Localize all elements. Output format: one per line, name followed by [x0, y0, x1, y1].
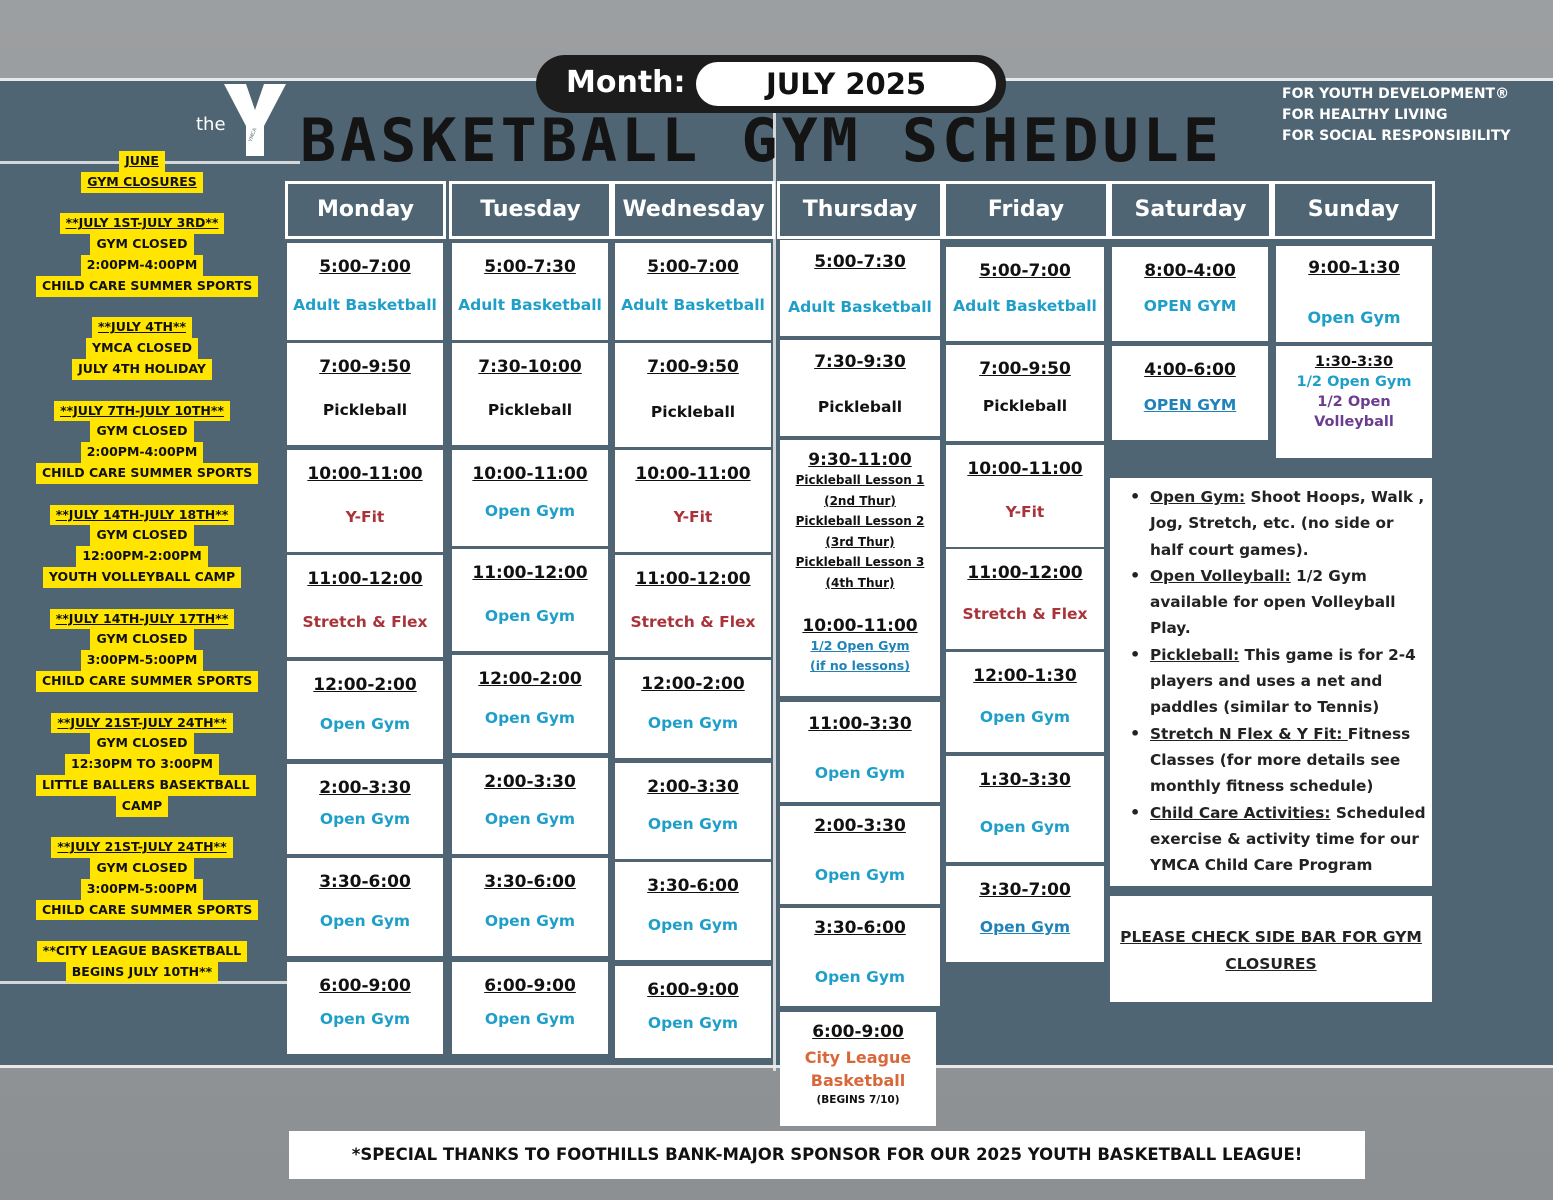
schedule-cell-wednesday [615, 343, 771, 447]
info-item-child-care: • Child Care Activities: Scheduled exercise & activity time for our YMCA Child Care Program [1128, 800, 1426, 879]
cell-time: 2:00-3:30 [319, 778, 411, 798]
half-open-gym-note: 1/2 Open Gym [810, 637, 910, 653]
schedule-cell-friday [946, 345, 1104, 441]
cell-activity: Y-Fit [673, 508, 713, 526]
schedule-cell-friday [946, 445, 1104, 547]
schedule-cell-monday [287, 962, 443, 1054]
cell-activity: Open Gym [647, 815, 739, 833]
sidebar-row [36, 878, 248, 899]
schedule-cell-wednesday [615, 966, 771, 1058]
cell-time: 7:00-9:50 [979, 359, 1071, 379]
cell-activity: Stretch & Flex [630, 613, 756, 631]
cell-time: 4:00-6:00 [1144, 360, 1236, 380]
schedule-cell-wednesday [615, 763, 771, 859]
cell-time: 11:00-12:00 [472, 563, 588, 583]
cell-activity: Pickleball [322, 401, 408, 419]
info-item-stretch-yfit: • Stretch N Flex & Y Fit: Fitness Classes (for more details see monthly fitness schedule) [1128, 721, 1426, 800]
schedule-cell-tuesday [452, 243, 608, 340]
cell-time: 12:00-2:00 [313, 675, 417, 695]
schedule-cell-sunday [1276, 346, 1432, 458]
cell-activity: Adult Basketball [788, 298, 932, 316]
sidebar-row [36, 441, 248, 462]
sidebar-row [36, 712, 248, 733]
sidebar-line: CHILD CARE SUMMER SPORTS [36, 276, 258, 297]
cell-time: 8:00-4:00 [1144, 261, 1236, 281]
cell-time: 12:00-1:30 [973, 666, 1077, 686]
sidebar-row [36, 379, 248, 400]
begins-note: (BEGINS 7/10) [816, 1094, 900, 1106]
cell-time: 7:30-10:00 [478, 357, 582, 377]
cell-time: 3:30-6:00 [647, 876, 739, 896]
schedule-cell-saturday [1112, 247, 1268, 341]
cell-activity: Adult Basketball [621, 296, 765, 314]
sidebar-line: CHILD CARE SUMMER SPORTS [36, 463, 258, 484]
cell-time: 5:00-7:00 [979, 261, 1071, 281]
cell-activity: OPEN GYM [1143, 396, 1237, 414]
lesson-line: Pickleball Lesson 1 [795, 473, 925, 487]
cell-time: 11:00-12:00 [307, 569, 423, 589]
cell-time: 6:00-9:00 [484, 976, 576, 996]
sidebar-row [36, 192, 248, 213]
sidebar-row [36, 462, 253, 483]
cell-time: 1:30-3:30 [1314, 354, 1394, 370]
month-pill [536, 55, 1006, 113]
sidebar-row [36, 795, 248, 816]
cell-time: 5:00-7:00 [647, 257, 739, 277]
day-header-thursday: Thursday [777, 181, 943, 239]
schedule-cell-thursday [780, 908, 940, 1006]
cell-activity: Adult Basketball [953, 297, 1097, 315]
gym-closures-sidebar [36, 150, 253, 982]
cell-activity: Pickleball [650, 403, 736, 421]
schedule-cell-tuesday [452, 962, 608, 1054]
sidebar-line: 12:00PM-2:00PM [76, 546, 207, 567]
schedule-cell-sunday [1276, 246, 1432, 342]
cell-activity: Pickleball [817, 398, 903, 416]
sidebar-row [36, 628, 248, 649]
sidebar-line: **JULY 14TH-JULY 18TH** [50, 505, 235, 526]
schedule-cell-friday [946, 756, 1104, 862]
cell-time: 3:30-6:00 [319, 872, 411, 892]
cell-activity: Open Gym [484, 810, 576, 828]
tagline-line: FOR HEALTHY LIVING [1282, 107, 1448, 123]
tagline-line: FOR SOCIAL RESPONSIBILITY [1282, 128, 1511, 144]
sidebar-line: GYM CLOSURES [81, 172, 202, 193]
volleyball-line: Volleyball [1314, 414, 1394, 430]
sidebar-row [36, 816, 248, 837]
sidebar-line: GYM CLOSED [90, 629, 193, 650]
cell-time: 5:00-7:30 [814, 252, 906, 272]
schedule-cell-tuesday [452, 549, 608, 651]
cell-activity: Open Gym [979, 708, 1071, 726]
tagline [1282, 84, 1522, 147]
sidebar-row [36, 254, 248, 275]
cell-time: 6:00-9:00 [812, 1022, 904, 1042]
cell-activity: Stretch & Flex [302, 613, 428, 631]
cell-activity: Adult Basketball [458, 296, 602, 314]
sidebar-row [36, 275, 253, 296]
ymca-logo-the: the [196, 114, 226, 135]
cell-time: 11:00-12:00 [635, 569, 751, 589]
sidebar-row [36, 836, 248, 857]
schedule-cell-thursday-lessons [780, 440, 940, 696]
ymca-y-icon [222, 82, 288, 158]
sidebar-row [36, 483, 248, 504]
cell-time: 10:00-11:00 [967, 459, 1083, 479]
day-header-friday: Friday [943, 181, 1109, 239]
sidebar-row [36, 150, 248, 171]
day-header-tuesday: Tuesday [449, 181, 612, 239]
sidebar-row [36, 608, 248, 629]
schedule-cell-tuesday [452, 758, 608, 854]
day-header-sunday: Sunday [1272, 181, 1435, 239]
cell-activity: Open Gym [484, 1010, 576, 1028]
schedule-cell-monday [287, 858, 443, 956]
cell-time: 3:30-7:00 [979, 880, 1071, 900]
sidebar-row [36, 504, 248, 525]
cell-activity: Open Gym [1307, 308, 1401, 327]
info-item-pickleball: • Pickleball: This game is for 2-4 players and uses a net and paddles (similar to Tennis) [1128, 642, 1426, 721]
schedule-cell-friday [946, 652, 1104, 752]
sidebar-row [36, 649, 248, 670]
cell-time: 9:30-11:00 [808, 450, 912, 470]
schedule-cell-tuesday [452, 450, 608, 546]
sidebar-row [36, 545, 248, 566]
sidebar-line: CAMP [116, 796, 168, 817]
schedule-cell-thursday [780, 240, 940, 336]
cell-activity: Open Gym [319, 715, 411, 733]
schedule-cell-saturday [1112, 346, 1268, 440]
lesson-line: Pickleball Lesson 2 [795, 514, 925, 529]
schedule-cell-wednesday [615, 555, 771, 657]
cell-activity: Open Gym [647, 1014, 739, 1032]
schedule-cell-monday [287, 243, 443, 340]
cell-activity: Open Gym [484, 607, 576, 625]
cell-time: 2:00-3:30 [814, 816, 906, 836]
sidebar-line: **JULY 21ST-JULY 24TH** [51, 837, 232, 858]
cell-activity: Open Gym [484, 912, 576, 930]
schedule-cell-monday [287, 764, 443, 854]
day-header-wednesday: Wednesday [612, 181, 775, 239]
cell-activity: Open Gym [484, 709, 576, 727]
cell-activity: Open Gym [484, 502, 576, 520]
schedule-cell-monday [287, 661, 443, 759]
schedule-cell-tuesday [452, 858, 608, 956]
cell-time: 7:00-9:50 [319, 357, 411, 377]
basketball-line: Basketball [810, 1071, 906, 1090]
cell-time: 10:00-11:00 [307, 464, 423, 484]
sidebar-line: 2:00PM-4:00PM [81, 442, 204, 463]
day-header-saturday: Saturday [1109, 181, 1272, 239]
sidebar-row [36, 961, 248, 982]
sidebar-row [36, 316, 248, 337]
schedule-cell-thursday-league [780, 1012, 936, 1126]
cell-time: 3:30-6:00 [814, 918, 906, 938]
sidebar-line: YOUTH VOLLEYBALL CAMP [43, 567, 241, 588]
tagline-line: FOR YOUTH DEVELOPMENT® [1282, 86, 1510, 102]
lesson-line: Pickleball Lesson 3 [795, 555, 925, 570]
sidebar-line: GYM CLOSED [90, 234, 193, 255]
cell-time: 11:00-3:30 [808, 714, 912, 734]
sidebar-line: **CITY LEAGUE BASKETBALL [37, 941, 247, 962]
sidebar-line: BEGINS JULY 10TH** [66, 962, 218, 983]
sidebar-line: CHILD CARE SUMMER SPORTS [36, 671, 258, 692]
cell-time: 10:00-11:00 [802, 615, 918, 636]
sidebar-line: **JULY 1ST-JULY 3RD** [60, 213, 225, 234]
cell-time: 3:30-6:00 [484, 872, 576, 892]
schedule-cell-friday [946, 247, 1104, 341]
sidebar-row [36, 899, 253, 920]
sidebar-line: GYM CLOSED [90, 421, 193, 442]
sidebar-line: **JULY 21ST-JULY 24TH** [51, 713, 232, 734]
schedule-cell-wednesday [615, 243, 771, 340]
schedule-cell-wednesday [615, 862, 771, 960]
schedule-cell-monday [287, 555, 443, 657]
cell-activity: Stretch & Flex [962, 605, 1088, 623]
cell-time: 2:00-3:30 [484, 772, 576, 792]
month-label: Month: [566, 65, 686, 100]
cell-time: 9:00-1:30 [1308, 258, 1400, 278]
sidebar-line: JULY 4TH HOLIDAY [72, 359, 212, 380]
cell-activity: Open Gym [319, 810, 411, 828]
sidebar-row [36, 940, 248, 961]
month-value: JULY 2025 [696, 62, 996, 106]
info-item-open-volleyball: • Open Volleyball: 1/2 Gym available for open Volleyball Play. [1128, 563, 1426, 642]
schedule-cell-monday [287, 450, 443, 552]
half-open-gym: 1/2 Open Gym [1296, 374, 1412, 390]
schedule-cell-thursday [780, 340, 940, 436]
schedule-cell-thursday [780, 702, 940, 802]
city-league-line: City League [804, 1048, 912, 1067]
cell-activity: Pickleball [982, 397, 1068, 415]
sidebar-line: GYM CLOSED [90, 525, 193, 546]
cell-activity: Open Gym [814, 866, 906, 884]
half-open-volleyball: 1/2 Open [1317, 394, 1391, 410]
cell-time: 6:00-9:00 [647, 980, 739, 1000]
ymca-logo-small-text: YMCA [247, 127, 259, 143]
sidebar-line: GYM CLOSED [90, 733, 193, 754]
sidebar-row [36, 691, 248, 712]
cell-activity: OPEN GYM [1143, 297, 1237, 315]
cell-time: 7:30-9:30 [814, 352, 906, 372]
cell-time: 12:00-2:00 [641, 674, 745, 694]
sidebar-line: **JULY 7TH-JULY 10TH** [54, 401, 230, 422]
cell-time: 10:00-11:00 [635, 464, 751, 484]
cell-time: 7:00-9:50 [647, 357, 739, 377]
schedule-cell-wednesday [615, 450, 771, 552]
if-no-lessons-note: (if no lessons) [810, 658, 910, 674]
schedule-cell-thursday [780, 806, 940, 904]
sidebar-row [36, 587, 248, 608]
sidebar-row [36, 233, 248, 254]
sidebar-row [36, 337, 248, 358]
lesson-line: (2nd Thur) [824, 493, 896, 508]
sidebar-line: 12:30PM TO 3:00PM [65, 754, 219, 775]
sidebar-line: 3:00PM-5:00PM [81, 879, 204, 900]
schedule-cell-friday [946, 866, 1104, 962]
cell-activity: Open Gym [319, 912, 411, 930]
sidebar-row [36, 420, 248, 441]
cell-activity: Open Gym [979, 818, 1071, 836]
sidebar-line: 2:00PM-4:00PM [81, 255, 204, 276]
sidebar-row [36, 212, 248, 233]
info-item-open-gym: • Open Gym: Shoot Hoops, Walk , Jog, Stretch, etc. (no side or half court games). [1128, 484, 1426, 563]
schedule-cell-friday [946, 549, 1104, 649]
sidebar-row [36, 857, 248, 878]
sidebar-line: LITTLE BALLERS BASEKTBALL [36, 775, 256, 796]
sidebar-row [36, 670, 253, 691]
page-title: BASKETBALL GYM SCHEDULE [300, 106, 1223, 176]
cell-time: 5:00-7:30 [484, 257, 576, 277]
sidebar-row [36, 296, 248, 317]
cell-activity: Open Gym [647, 714, 739, 732]
sidebar-row [36, 171, 248, 192]
closure-note: PLEASE CHECK SIDE BAR FOR GYM CLOSURES [1110, 896, 1432, 1002]
cell-time: 2:00-3:30 [647, 777, 739, 797]
cell-activity: Pickleball [487, 401, 573, 419]
sidebar-row [36, 566, 248, 587]
sidebar-row [36, 358, 248, 379]
lesson-line: (4th Thur) [825, 575, 895, 590]
sidebar-line: JUNE [119, 151, 165, 172]
sidebar-line: 3:00PM-5:00PM [81, 650, 204, 671]
lesson-line: (3rd Thur) [825, 534, 895, 549]
sidebar-row [36, 753, 248, 774]
schedule-cell-tuesday [452, 343, 608, 445]
sidebar-line: GYM CLOSED [90, 858, 193, 879]
cell-activity: Adult Basketball [293, 296, 437, 314]
cell-activity: Open Gym [319, 1010, 411, 1028]
cell-time: 6:00-9:00 [319, 976, 411, 996]
schedule-cell-monday [287, 343, 443, 445]
cell-activity: Y-Fit [345, 508, 385, 526]
cell-time: 11:00-12:00 [967, 563, 1083, 583]
cell-time: 5:00-7:00 [319, 257, 411, 277]
cell-activity: Open Gym [979, 918, 1071, 936]
cell-activity: Open Gym [814, 968, 906, 986]
sidebar-line: **JULY 4TH** [92, 317, 192, 338]
sidebar-row [36, 919, 248, 940]
sponsor-banner: *SPECIAL THANKS TO FOOTHILLS BANK-MAJOR SPONSOR FOR OUR 2025 YOUTH BASKETBALL LEAGUE! [289, 1131, 1365, 1179]
info-legend [1110, 478, 1432, 886]
sidebar-row [36, 732, 248, 753]
schedule-cell-tuesday [452, 655, 608, 753]
sidebar-row [36, 774, 248, 795]
sidebar-row [36, 400, 248, 421]
sidebar-line: CHILD CARE SUMMER SPORTS [36, 900, 258, 921]
cell-time: 10:00-11:00 [472, 464, 588, 484]
cell-activity: Y-Fit [1005, 503, 1045, 521]
cell-time: 1:30-3:30 [979, 770, 1071, 790]
cell-activity: Open Gym [647, 916, 739, 934]
day-header-monday: Monday [285, 181, 446, 239]
cell-time: 12:00-2:00 [478, 669, 582, 689]
schedule-cell-wednesday [615, 660, 771, 758]
sidebar-line: YMCA CLOSED [86, 338, 198, 359]
cell-activity: Open Gym [814, 764, 906, 782]
sidebar-row [36, 524, 248, 545]
sidebar-line: **JULY 14TH-JULY 17TH** [50, 609, 235, 630]
